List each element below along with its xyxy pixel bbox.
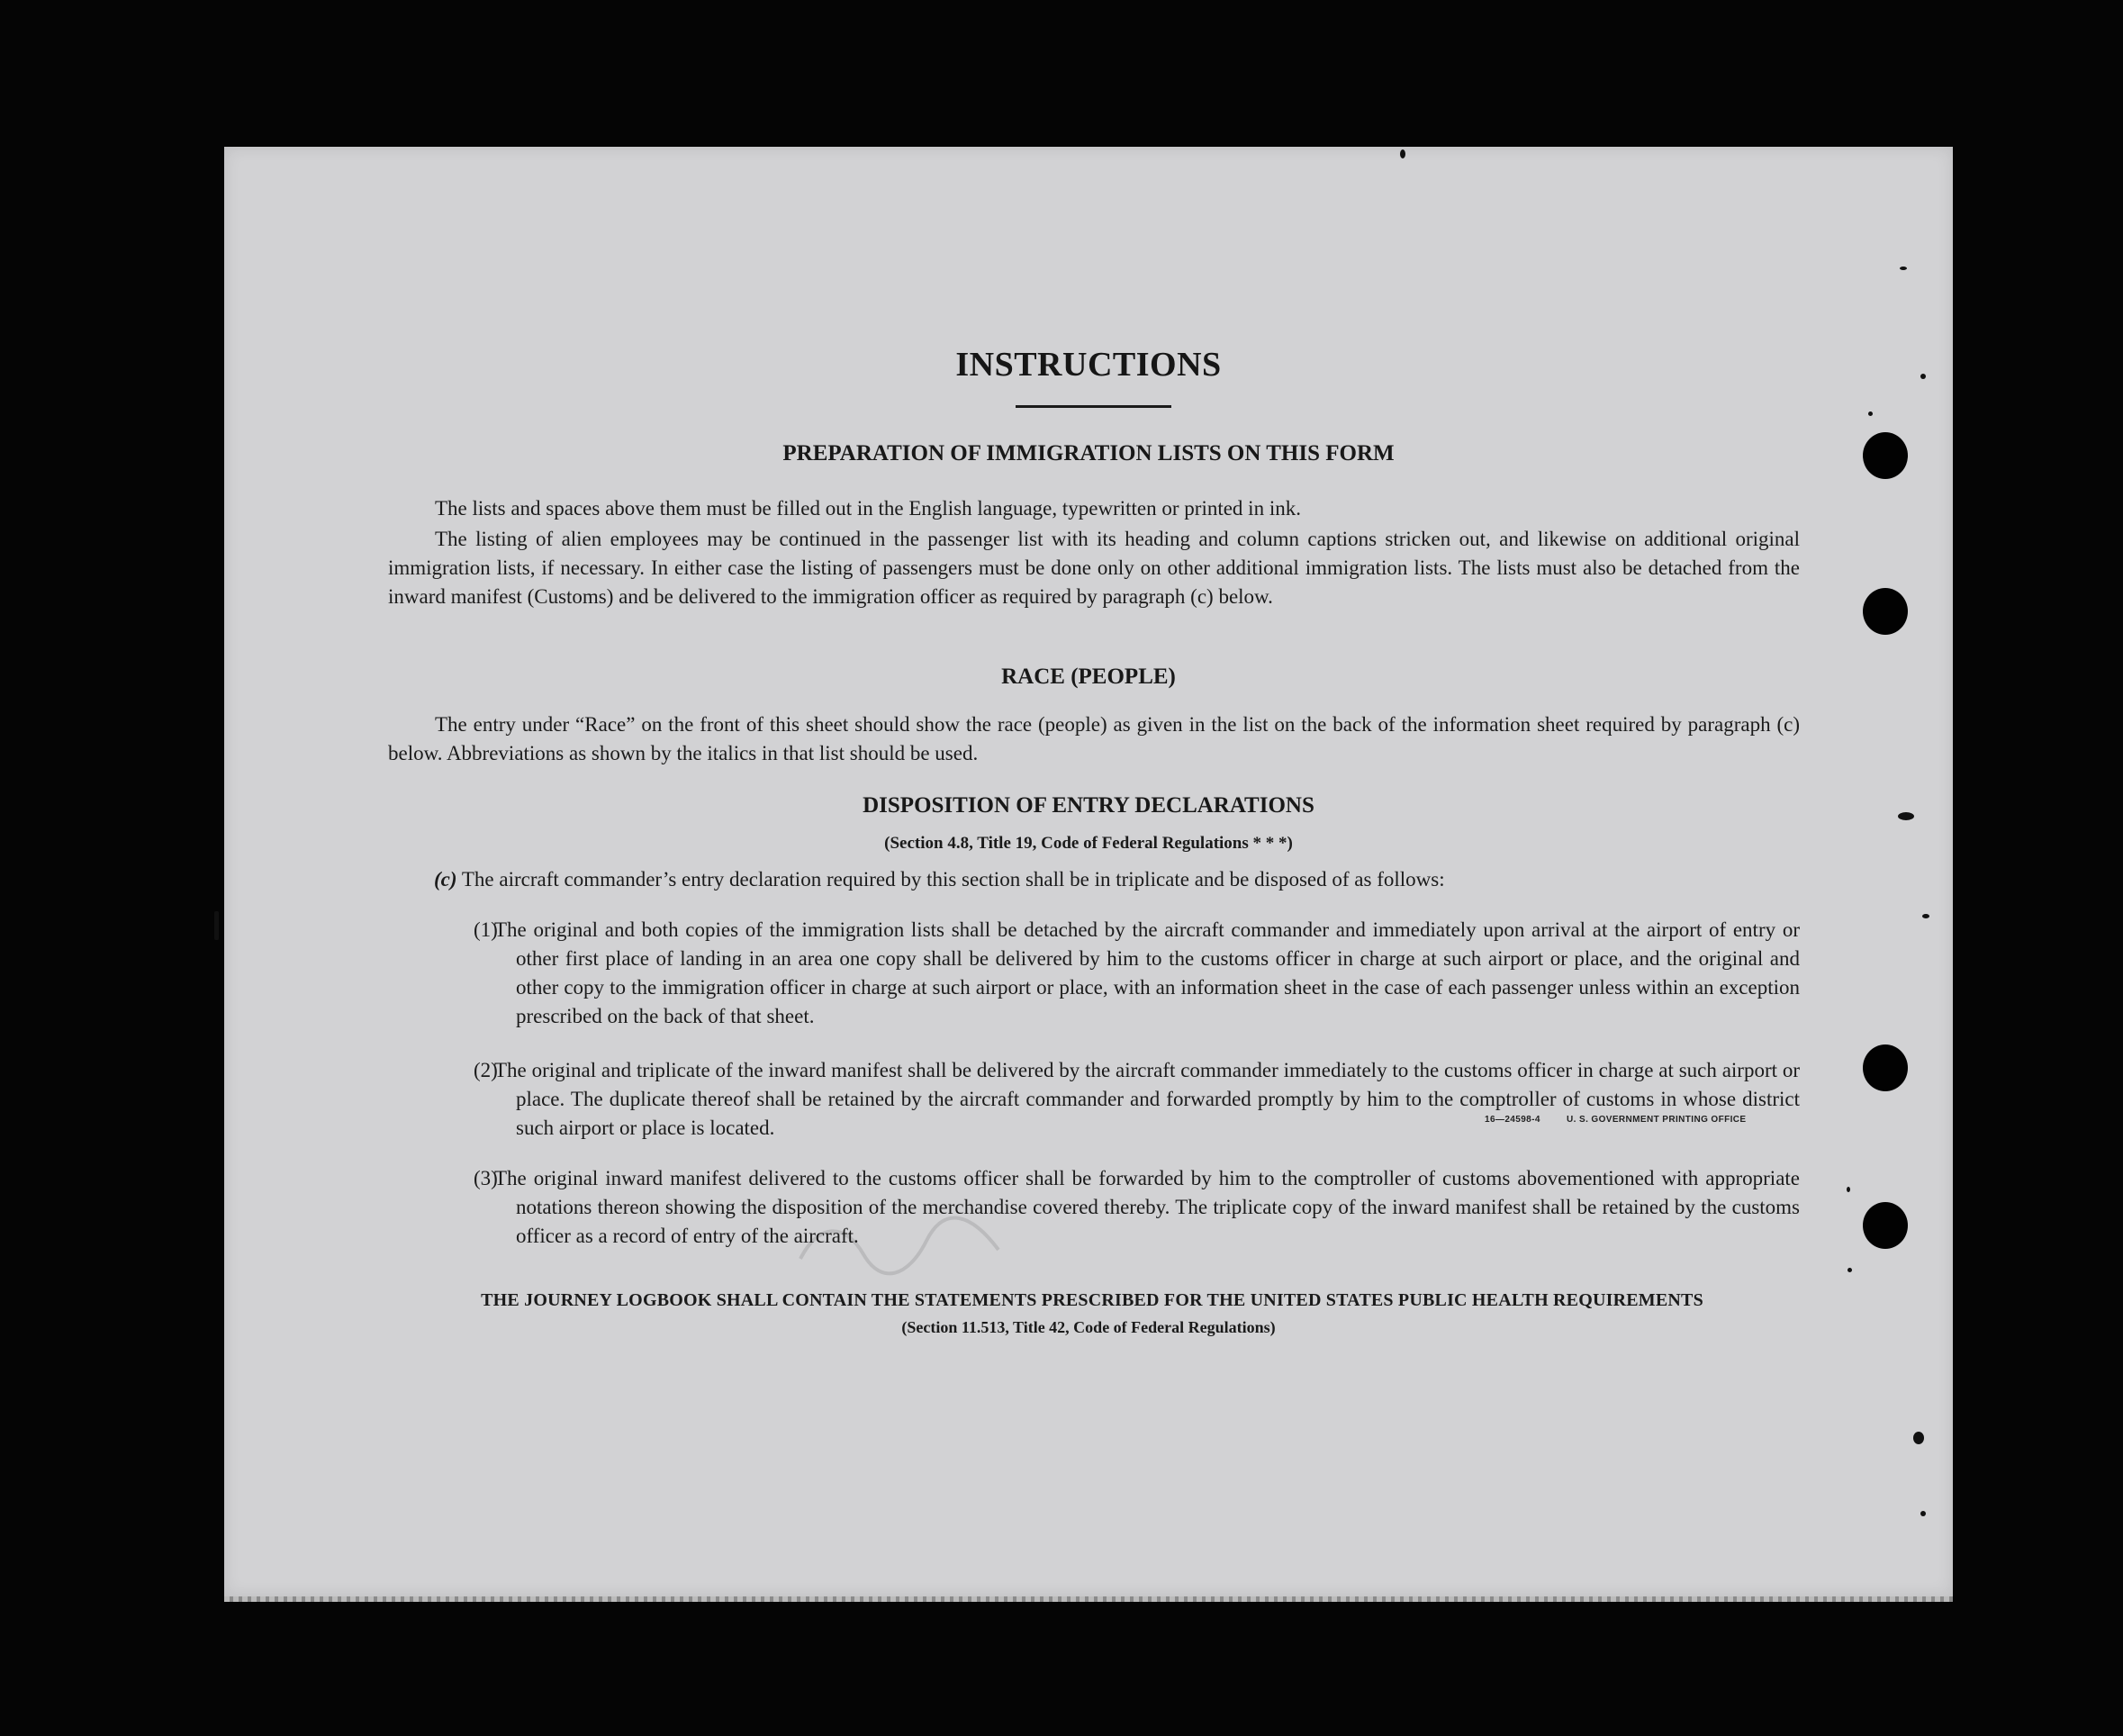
scan-speck [1898,812,1914,820]
item-text: The original and both copies of the immigration lists shall be detached by the aircraft commander and immediately upon arrival at the airport of entry or other first place of landing in an area one copy shall be delivered by him to the customs officer in charge at such airport or place, and the original and other copy to the immigration officer in charge at such airport or place, with an information sheet in the case of each passenger unless within an exception prescribed on the back of that sheet. [494,918,1800,1027]
title-underline [1016,405,1171,408]
punch-hole [1863,1044,1908,1091]
race-paragraph: The entry under “Race” on the front of this sheet should show the race (people) as given in the list on the back of the information sheet required by paragraph (c) below. Abbreviations as shown by the italics in that list should be used. [388,713,1800,764]
item-number: (1) [474,918,498,941]
printer-name: U. S. GOVERNMENT PRINTING OFFICE [1567,1115,1747,1125]
disposition-clause [434,865,1784,894]
scan-speck [1847,1187,1850,1192]
scan-speck [1922,914,1929,918]
disposition-citation: (Section 4.8, Title 19, Code of Federal Regulations * * *) [884,834,1293,853]
scan-speck [1847,1268,1852,1272]
item-number: (3) [474,1167,498,1189]
clause-label: (c) [434,868,457,891]
item-text: The original inward manifest delivered to the customs officer shall be forwarded by him to the comptroller of customs abovementioned with appropriate notations thereon showing the disposition of the merchandise covered thereby. The triplicate copy of the inward manifest shall be retained by the customs officer as a record of entry of the aircraft. [494,1167,1800,1247]
scan-speck [1868,411,1873,416]
health-citation: (Section 11.513, Title 42, Code of Federal Regulations) [901,1318,1276,1336]
punch-hole [1863,432,1908,479]
disposition-item-1 [474,916,1800,1031]
item-number: (2) [474,1059,498,1081]
punch-hole [1863,588,1908,635]
clause-text: The aircraft commander’s entry declaration required by this section shall be in triplicate and be disposed of as follows: [461,868,1445,891]
disposition-heading: DISPOSITION OF ENTRY DECLARATIONS [863,793,1314,818]
form-number: 16—24598-4 [1485,1115,1540,1125]
document-title: INSTRUCTIONS [955,346,1222,384]
health-statement: THE JOURNEY LOGBOOK SHALL CONTAIN THE STATEMENTS PRESCRIBED FOR THE UNITED STATES PUBLIC HEALTH REQUIREMENTS [481,1290,1703,1310]
scan-speck [1920,1511,1926,1516]
faint-handwriting-mark [791,1205,1007,1286]
scan-speck [1400,149,1405,158]
punch-hole [1863,1202,1908,1249]
printer-imprint [1485,1115,1747,1125]
scan-speck [1920,374,1926,379]
document-page [224,147,1953,1596]
disposition-item-3 [474,1164,1800,1251]
item-text: The original and triplicate of the inward manifest shall be delivered by the aircraft commander immediately to the customs officer in charge at such airport or place. The duplicate thereof shall be retained by the aircraft commander and forwarded promptly by him to the comptroller of customs in whose district such airport or place is located. [494,1059,1800,1139]
scan-speck [214,911,219,940]
preparation-heading: PREPARATION OF IMMIGRATION LISTS ON THIS FORM [782,441,1395,466]
scan-speck [1913,1432,1924,1444]
preparation-paragraph-1: The lists and spaces above them must be filled out in the English language, typewritten or printed in ink. [435,497,1301,520]
preparation-paragraph-2: The listing of alien employees may be continued in the passenger list with its heading and column captions stricken out, and likewise on additional original immigration lists, if necessary. In either case the listing of passengers must be done only on other additional immigration lists. The lists must also be detached from the inward manifest (Customs) and be delivered to the immigration officer as required by paragraph (c) below. [388,528,1800,608]
scan-speck [1900,267,1907,270]
disposition-item-2 [474,1056,1800,1143]
race-heading: RACE (PEOPLE) [1001,665,1176,689]
